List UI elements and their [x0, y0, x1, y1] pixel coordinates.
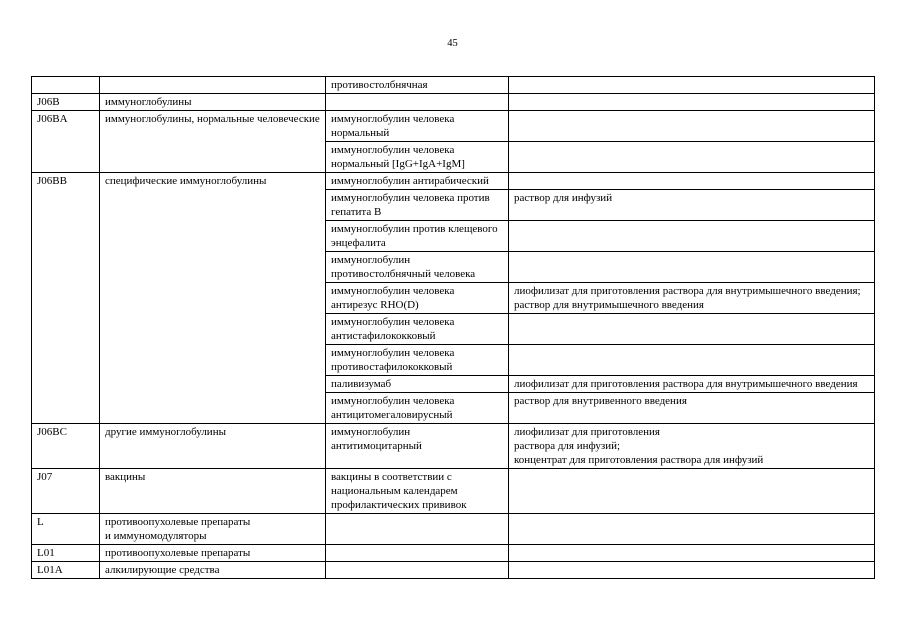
table-row: [32, 562, 875, 579]
table-row: [32, 94, 875, 111]
drug-name-cell: иммуноглобулин противостолбнячный человека: [326, 252, 509, 283]
drug-name-cell: противостолбнячная: [326, 77, 509, 94]
dosage-form-cell: [509, 545, 875, 562]
table-row: [32, 77, 875, 94]
atc-code-cell: L01A: [32, 562, 100, 579]
page-number: 45: [447, 38, 458, 49]
group-name-cell: противоопухолевые препараты: [100, 545, 326, 562]
drug-name-cell: [326, 94, 509, 111]
table-row: [32, 173, 875, 190]
atc-code-cell: J06B: [32, 94, 100, 111]
group-name-cell: специфические иммуноглобулины: [100, 173, 326, 424]
group-name-cell: другие иммуноглобулины: [100, 424, 326, 469]
drug-name-cell: иммуноглобулин человека антицитомегаловирусный: [326, 393, 509, 424]
group-name-cell: вакцины: [100, 469, 326, 514]
group-name-cell: алкилирующие средства: [100, 562, 326, 579]
atc-code-cell: J06BB: [32, 173, 100, 424]
group-name-cell: [100, 77, 326, 94]
atc-code-cell: J07: [32, 469, 100, 514]
group-name-cell: иммуноглобулины, нормальные человеческие: [100, 111, 326, 173]
table-row: [32, 424, 875, 469]
drug-name-cell: иммуноглобулин человека антирезус RHO(D): [326, 283, 509, 314]
dosage-form-cell: [509, 77, 875, 94]
dosage-form-cell: раствор для внутривенного введения: [509, 393, 875, 424]
dosage-form-cell: [509, 142, 875, 173]
drug-name-cell: иммуноглобулин антитимоцитарный: [326, 424, 509, 469]
drug-name-cell: [326, 514, 509, 545]
drug-name-cell: вакцины в соответствии с национальным календарем профилактических прививок: [326, 469, 509, 514]
dosage-form-cell: раствор для инфузий: [509, 190, 875, 221]
table-row: [32, 111, 875, 142]
atc-code-cell: L01: [32, 545, 100, 562]
dosage-form-cell: [509, 94, 875, 111]
table-row: [32, 514, 875, 545]
drug-name-cell: иммуноглобулин антирабический: [326, 173, 509, 190]
group-name-cell: иммуноглобулины: [100, 94, 326, 111]
dosage-form-cell: [509, 469, 875, 514]
table-row: [32, 469, 875, 514]
atc-code-cell: J06BC: [32, 424, 100, 469]
dosage-form-cell: [509, 252, 875, 283]
drug-name-cell: паливизумаб: [326, 376, 509, 393]
dosage-form-cell: лиофилизат для приготовления раствора для внутримышечного введения; раствор для внутримышечного введения: [509, 283, 875, 314]
drug-name-cell: [326, 545, 509, 562]
atc-code-cell: J06BA: [32, 111, 100, 173]
group-name-cell: противоопухолевые препараты и иммуномодуляторы: [100, 514, 326, 545]
dosage-form-cell: [509, 221, 875, 252]
atc-code-cell: [32, 77, 100, 94]
drug-classification-table: [31, 76, 875, 579]
dosage-form-cell: [509, 314, 875, 345]
drug-name-cell: иммуноглобулин человека противостафилококковый: [326, 345, 509, 376]
drug-name-cell: [326, 562, 509, 579]
dosage-form-cell: лиофилизат для приготовления раствора для инфузий; концентрат для приготовления раствора для инфузий: [509, 424, 875, 469]
drug-name-cell: иммуноглобулин против клещевого энцефалита: [326, 221, 509, 252]
atc-code-cell: L: [32, 514, 100, 545]
dosage-form-cell: [509, 345, 875, 376]
dosage-form-cell: [509, 173, 875, 190]
drug-name-cell: иммуноглобулин человека против гепатита B: [326, 190, 509, 221]
dosage-form-cell: лиофилизат для приготовления раствора для внутримышечного введения: [509, 376, 875, 393]
dosage-form-cell: [509, 562, 875, 579]
drug-name-cell: иммуноглобулин человека нормальный [IgG+IgA+IgM]: [326, 142, 509, 173]
drug-name-cell: иммуноглобулин человека антистафилококковый: [326, 314, 509, 345]
drug-name-cell: иммуноглобулин человека нормальный: [326, 111, 509, 142]
table-row: [32, 545, 875, 562]
dosage-form-cell: [509, 514, 875, 545]
dosage-form-cell: [509, 111, 875, 142]
